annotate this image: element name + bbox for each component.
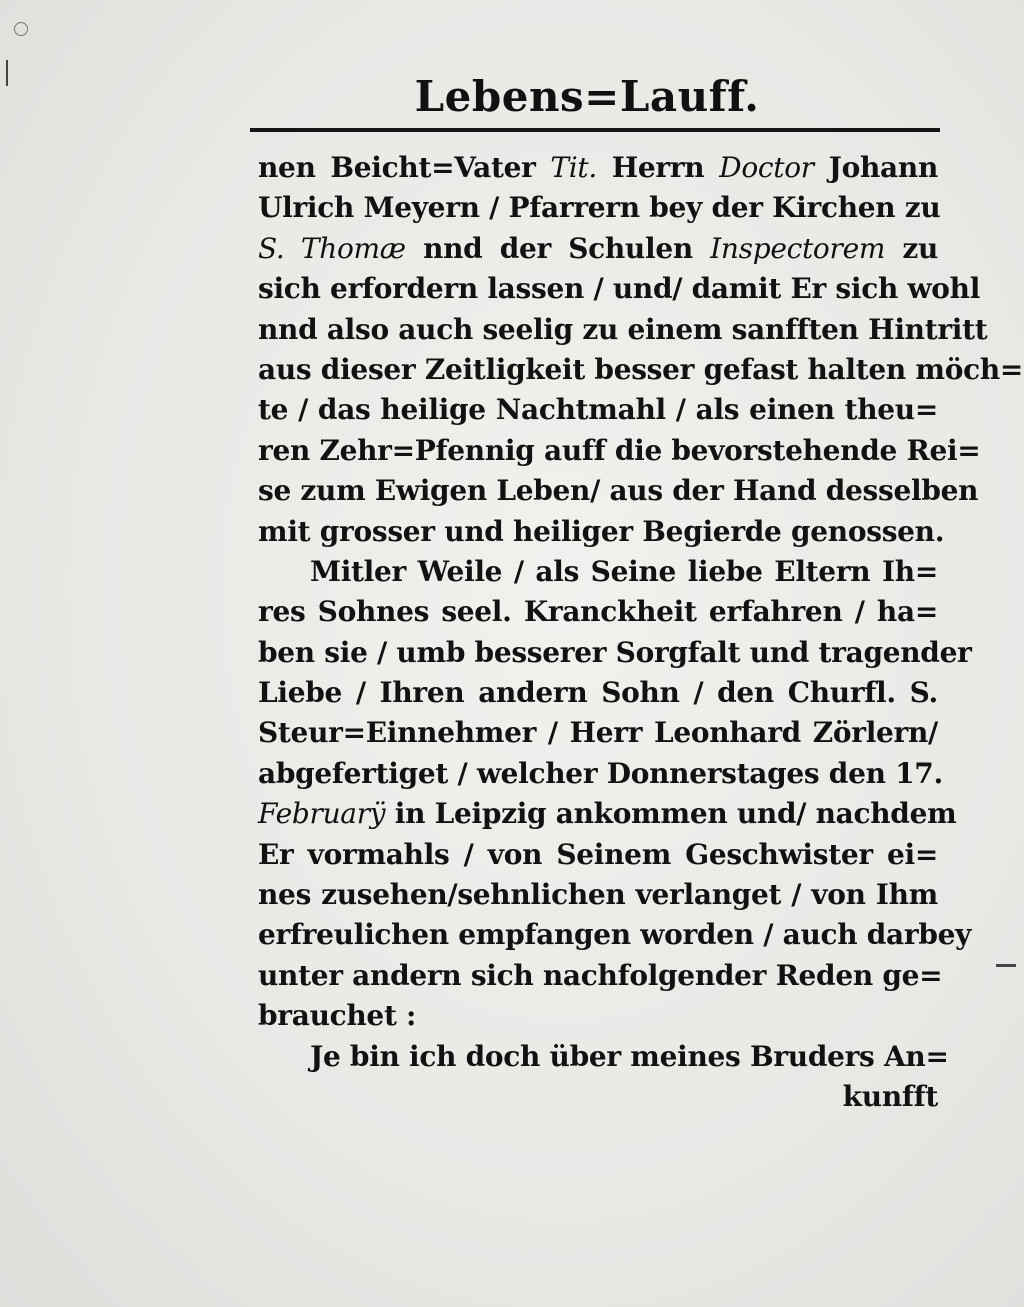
text-run: Liebe / Ihren andern Sohn / den Churfl. S. bbox=[258, 676, 938, 710]
text-line bbox=[258, 915, 972, 955]
latin-term: Tit. bbox=[550, 151, 597, 184]
latin-term: Inspectorem bbox=[710, 231, 886, 265]
ink-spot bbox=[14, 22, 28, 36]
text-run: in Leipzig ankommen und/ nachdem bbox=[385, 797, 957, 831]
text-line bbox=[258, 390, 938, 430]
text-line bbox=[258, 552, 938, 592]
text-run: te / das heilige Nachtmahl / als einen theu= bbox=[258, 393, 938, 427]
text-line bbox=[258, 633, 972, 673]
text-line bbox=[258, 148, 938, 188]
body-text bbox=[258, 148, 1024, 1117]
margin-dash bbox=[996, 964, 1016, 967]
text-run: kunfft bbox=[842, 1079, 938, 1113]
text-run: ben sie / umb besserer Sorgfalt und tragender bbox=[258, 635, 972, 669]
text-run: Er vormahls / von Seinem Geschwister ei= bbox=[258, 837, 938, 871]
text-line bbox=[258, 471, 979, 511]
text-run: unter andern sich nachfolgender Reden ge= bbox=[258, 958, 943, 992]
text-line bbox=[258, 875, 938, 915]
text-run: abgefertiget / welcher Donnerstages den 17. bbox=[258, 756, 943, 790]
text-run: se zum Ewigen Leben/ aus der Hand desselben bbox=[258, 474, 979, 508]
latin-term: S. Thomæ bbox=[258, 231, 406, 265]
text-line bbox=[258, 673, 938, 713]
text-run: nes zusehen/sehnlichen verlanget / von Ihm bbox=[258, 878, 938, 912]
text-line bbox=[258, 754, 943, 794]
text-run: Johann bbox=[813, 151, 938, 184]
text-line bbox=[258, 188, 941, 228]
text-run: Herrn bbox=[596, 151, 720, 184]
text-line bbox=[258, 431, 981, 471]
text-run: brauchet : bbox=[258, 999, 417, 1033]
text-line bbox=[258, 269, 981, 309]
text-line bbox=[258, 956, 943, 996]
latin-term: Februarÿ bbox=[258, 797, 386, 831]
text-run: Steur=Einnehmer / Herr Leonhard Zörlern/ bbox=[258, 716, 938, 750]
text-line bbox=[258, 512, 945, 552]
text-line bbox=[258, 835, 938, 875]
text-run: nnd der Schulen bbox=[405, 231, 711, 265]
text-run: erfreulichen empfangen worden / auch darbey bbox=[258, 918, 972, 952]
text-line bbox=[258, 1077, 938, 1117]
text-run: Je bin ich doch über meines Bruders An= bbox=[310, 1039, 949, 1073]
text-line bbox=[258, 310, 988, 350]
header-rule bbox=[250, 128, 940, 132]
text-run: sich erfordern lassen / und/ damit Er sich wohl bbox=[258, 272, 981, 306]
text-run: nnd also auch seelig zu einem sanfften Hintritt bbox=[258, 312, 988, 346]
latin-term: Doctor bbox=[719, 151, 814, 184]
text-run: zu bbox=[885, 231, 939, 265]
text-line bbox=[258, 1037, 949, 1077]
page-title: Lebens=Lauff. bbox=[414, 72, 760, 121]
text-run: aus dieser Zeitligkeit besser gefast halten möch= bbox=[258, 352, 1024, 386]
text-line bbox=[258, 350, 1024, 390]
text-run: Mitler Weile / als Seine liebe Eltern Ih= bbox=[310, 554, 938, 588]
text-line bbox=[258, 592, 938, 632]
text-run: mit grosser und heiliger Begierde genossen. bbox=[258, 514, 945, 548]
text-run: res Sohnes seel. Kranckheit erfahren / ha= bbox=[258, 595, 938, 629]
text-run: ren Zehr=Pfennig auff die bevorstehende Rei= bbox=[258, 433, 981, 467]
running-header bbox=[0, 72, 1024, 121]
text-line bbox=[258, 713, 938, 753]
text-line bbox=[258, 996, 938, 1036]
text-line bbox=[258, 794, 957, 834]
text-run: nen Beicht=Vater bbox=[258, 151, 551, 184]
text-line bbox=[258, 229, 938, 269]
text-run: Ulrich Meyern / Pfarrern bey der Kirchen zu bbox=[258, 191, 941, 225]
